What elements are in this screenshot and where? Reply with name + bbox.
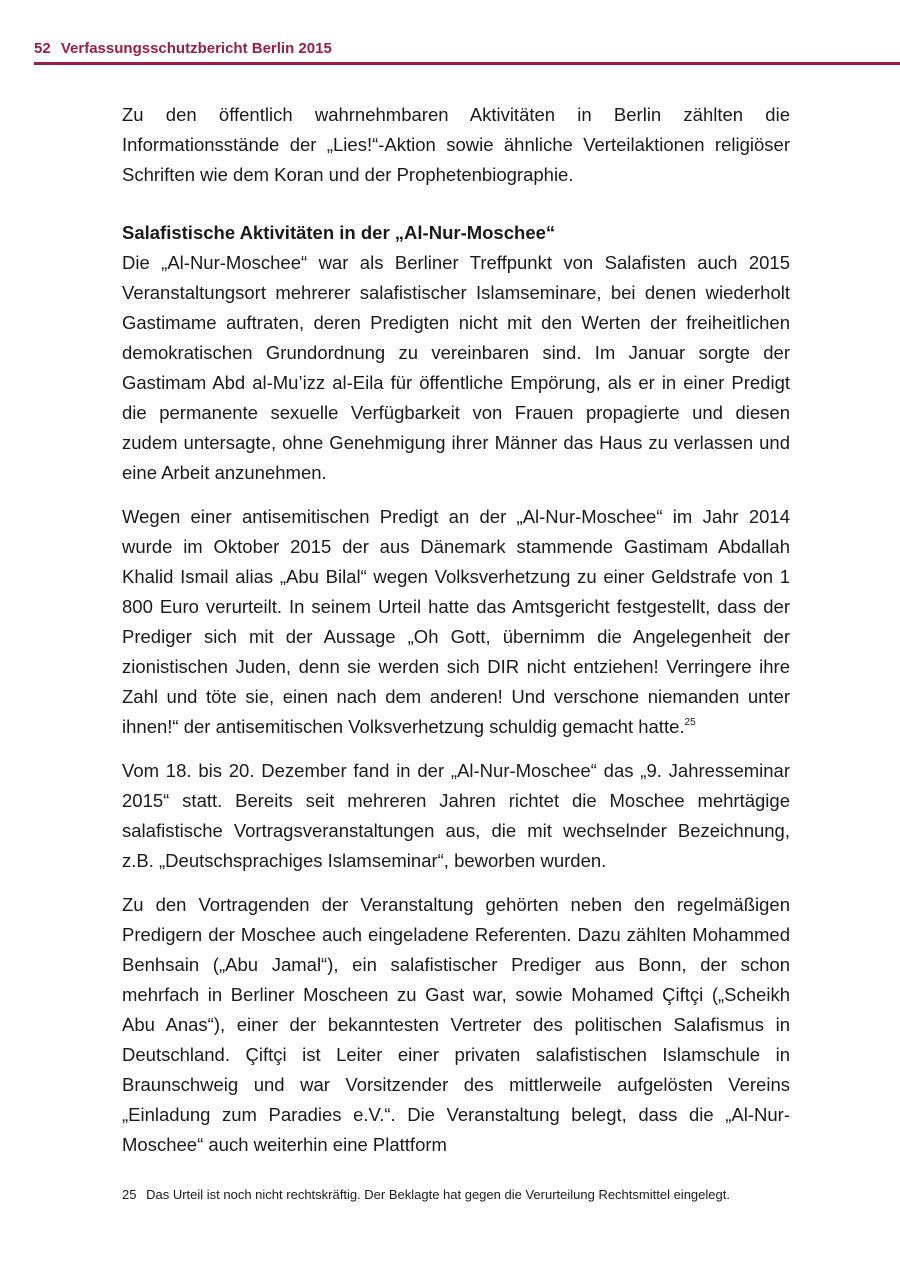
header-rule: [34, 62, 900, 65]
footnote: [122, 1186, 802, 1204]
footnote-number: 25: [122, 1187, 137, 1202]
paragraph-al-nur: Die „Al-Nur-Moschee“ war als Berliner Treffpunkt von Salafisten auch 2015 Veranstaltungsort mehrerer salafistischer Islamseminare, bei denen wiederholt Gastimame auftraten, deren Predigten nicht mit den Werten der freiheitlichen demokratischen Grundordnung zu vereinbaren sind. Im Januar sorgte der Gastimam Abd al-Mu’izz al-Eila für öffentliche Empörung, als er in einer Predigt die permanente sexuelle Verfügbarkeit von Frauen propagierte und diesen zudem untersagte, ohne Genehmigung ihrer Männer das Haus zu verlassen und eine Arbeit anzunehmen.: [122, 252, 790, 483]
body-text: [122, 100, 790, 1174]
paragraph-intro: Zu den öffentlich wahrnehmbaren Aktivitäten in Berlin zählten die Informationsstände der „Lies!“-Aktion sowie ähnliche Verteilaktionen religiöser Schriften wie dem Koran und der Prophetenbiographie.: [122, 104, 790, 185]
footnote-text: Das Urteil ist noch nicht rechtskräftig. Der Beklagte hat gegen die Verurteilung Rechtsmittel eingelegt.: [146, 1187, 730, 1202]
footnote-reference[interactable]: 25: [684, 717, 696, 728]
page-number: 52: [34, 40, 51, 57]
running-header: [34, 40, 900, 57]
section-heading: Salafistische Aktivitäten in der „Al-Nur-Moschee“: [122, 222, 556, 243]
paragraph-abu-bilal: [122, 502, 790, 742]
publication-title: Verfassungsschutzbericht Berlin 2015: [60, 40, 332, 57]
paragraph-referenten: Zu den Vortragenden der Veranstaltung gehörten neben den regelmäßigen Predigern der Moschee auch eingeladene Referenten. Dazu zählten Mohammed Benhsain („Abu Jamal“), ein salafistischer Prediger aus Bonn, der schon mehrfach in Berliner Moscheen zu Gast war, sowie Mohamed Çiftçi („Scheikh Abu Anas“), einer der bekanntesten Vertreter des politischen Salafismus in Deutschland. Çiftçi ist Leiter einer privaten salafistischen Islamschule in Braunschweig und war Vorsitzender des mittlerweile aufgelösten Vereins „Einladung zum Paradies e.V.“. Die Veranstaltung belegt, dass die „Al-Nur-Moschee“ auch weiterhin eine Plattform: [122, 894, 790, 1155]
paragraph-jahresseminar: Vom 18. bis 20. Dezember fand in der „Al-Nur-Moschee“ das „9. Jahresseminar 2015“ statt. Bereits seit mehreren Jahren richtet die Moschee mehrtägige salafistische Vortragsveranstaltungen aus, die mit wechselnder Bezeichnung, z.B. „Deutschsprachiges Islamseminar“, beworben wurden.: [122, 760, 790, 871]
paragraph-abu-bilal-text: Wegen einer antisemitischen Predigt an der „Al-Nur-Moschee“ im Jahr 2014 wurde im Oktober 2015 der aus Dänemark stammende Gastimam Abdallah Khalid Ismail alias „Abu Bilal“ wegen Volksverhetzung zu einer Geldstrafe von 1 800 Euro verurteilt. In seinem Urteil hatte das Amtsgericht festgestellt, dass der Prediger sich mit der Aussage „Oh Gott, übernimm die Angelegenheit der zionistischen Juden, denn sie werden sich DIR nicht entziehen! Verringere ihre Zahl und töte sie, einen nach dem anderen! Und verschone niemanden unter ihnen!“ der antisemitischen Volksverhetzung schuldig gemacht hatte.: [122, 506, 790, 737]
